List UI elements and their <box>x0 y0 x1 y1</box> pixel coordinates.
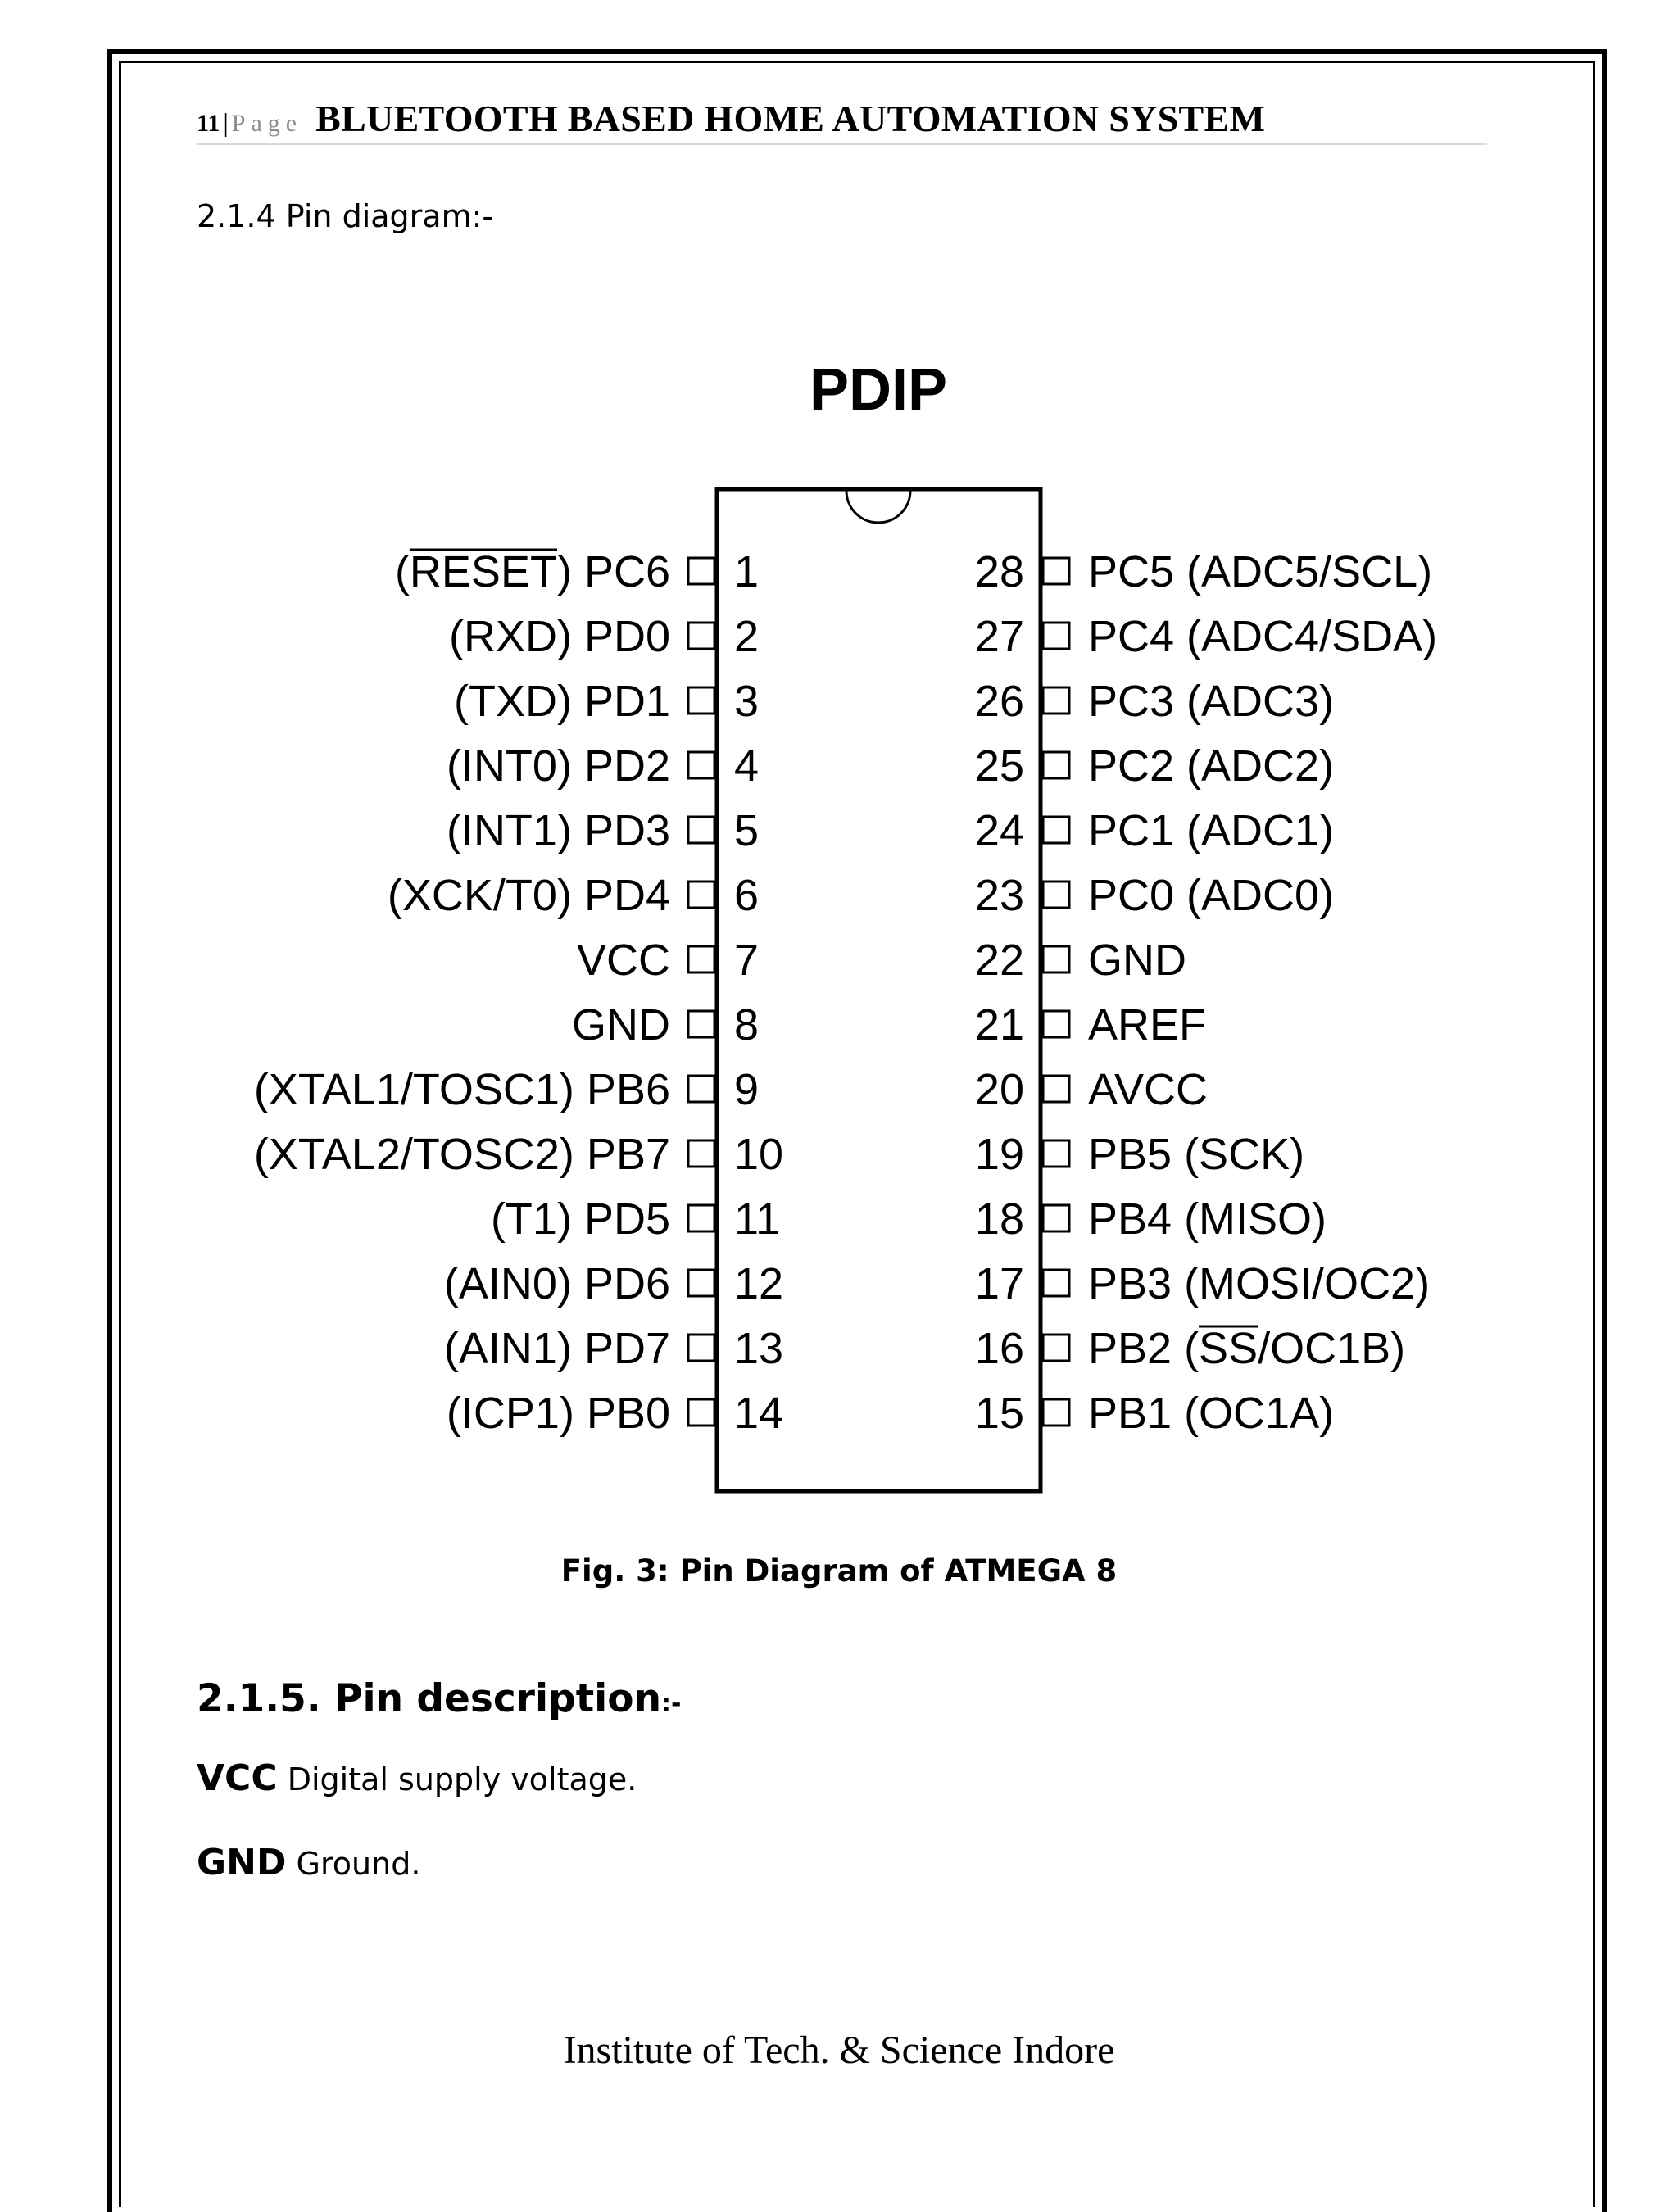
pin-pad-right <box>1043 946 1069 972</box>
pin-pad-left <box>688 623 714 649</box>
pin-label-left: (XTAL1/TOSC1) PB6 <box>253 1065 670 1114</box>
pin-label-left: (RESET) PC6 <box>394 547 670 596</box>
pin-pad-right <box>1043 1205 1069 1231</box>
pin-pad-right <box>1043 558 1069 584</box>
pin-pad-right <box>1043 1140 1069 1167</box>
pin-label-left: GND <box>572 1000 670 1049</box>
pin-number-right: 28 <box>974 547 1024 596</box>
pin-pad-right <box>1043 1399 1069 1426</box>
pin-label-right: PC4 (ADC4/SDA) <box>1088 612 1438 661</box>
pin-number-left: 5 <box>734 806 760 855</box>
pin-label-right: AREF <box>1088 1000 1207 1049</box>
pin-label-left: (AIN0) PD6 <box>443 1259 670 1308</box>
section-heading-pin-diagram: 2.1.4 Pin diagram:- <box>197 198 494 234</box>
pin-label-right: PB1 (OC1A) <box>1088 1389 1335 1438</box>
pin-number-right: 24 <box>974 806 1024 855</box>
pin-number-left: 3 <box>734 677 760 726</box>
pin-number-left: 1 <box>734 547 760 596</box>
pin-number-left: 9 <box>734 1065 760 1114</box>
pin-pad-left <box>688 752 714 778</box>
page-number: 11 <box>197 110 220 137</box>
pin-number-left: 4 <box>734 741 760 791</box>
pin-label-right: PB4 (MISO) <box>1088 1194 1327 1244</box>
pin-number-left: 12 <box>734 1259 784 1308</box>
pin-pad-right <box>1043 623 1069 649</box>
pin-pad-left <box>688 1399 714 1426</box>
description-text: Digital supply voltage. <box>277 1761 637 1797</box>
pin-label-right: PC1 (ADC1) <box>1088 806 1335 855</box>
pin-label-left: (ICP1) PB0 <box>446 1389 670 1438</box>
pin-label-right: PC5 (ADC5/SCL) <box>1088 547 1433 596</box>
package-label: PDIP <box>809 357 948 423</box>
pin-pad-right <box>1043 882 1069 908</box>
pin-number-left: 14 <box>734 1389 784 1438</box>
pin-number-right: 22 <box>974 936 1024 985</box>
pin-number-right: 19 <box>974 1130 1024 1179</box>
description-text: Ground. <box>286 1846 421 1882</box>
pin-number-right: 26 <box>974 677 1024 726</box>
pin-label-right: PB5 (SCK) <box>1088 1130 1305 1179</box>
pin-pad-left <box>688 1011 714 1037</box>
pin-number-right: 25 <box>974 741 1024 791</box>
pin-pad-left <box>688 946 714 972</box>
description-term: GND <box>197 1842 287 1883</box>
pin-number-right: 23 <box>974 871 1024 920</box>
pin-number-left: 11 <box>734 1194 781 1244</box>
pin-number-right: 16 <box>974 1324 1024 1373</box>
pin-label-left: (AIN1) PD7 <box>443 1324 670 1373</box>
pin-pad-right <box>1043 1335 1069 1361</box>
pin-pad-right <box>1043 1270 1069 1296</box>
pin-pad-right <box>1043 1011 1069 1037</box>
document-title: BLUETOOTH BASED HOME AUTOMATION SYSTEM <box>315 97 1266 139</box>
page-footer: Institute of Tech. & Science Indore <box>563 2028 1115 2072</box>
pin-number-right: 21 <box>974 1000 1024 1049</box>
pin-label-right: PB2 (SS/OC1B) <box>1088 1324 1406 1373</box>
pin-label-right: PC2 (ADC2) <box>1088 741 1335 791</box>
description-term: VCC <box>197 1757 278 1799</box>
pin-description-heading <box>197 1676 681 1721</box>
pin-description-suffix: :- <box>661 1689 682 1718</box>
pin-label-right: GND <box>1088 936 1186 985</box>
pin-label-right: AVCC <box>1088 1065 1209 1114</box>
pin-number-right: 17 <box>974 1259 1024 1308</box>
pin-number-left: 8 <box>734 1000 760 1049</box>
pin-label-left: (XCK/T0) PD4 <box>387 871 670 920</box>
pin-description-title: 2.1.5. Pin description <box>197 1676 662 1721</box>
pin-number-left: 2 <box>734 612 760 661</box>
pin-pad-right <box>1043 817 1069 843</box>
pin-label-left: (INT1) PD3 <box>446 806 670 855</box>
pin-label-left: VCC <box>576 936 670 985</box>
pin-number-left: 7 <box>734 936 760 985</box>
pin-label-left: (XTAL2/TOSC2) PB7 <box>253 1130 670 1179</box>
page-separator: | <box>223 107 229 137</box>
pin-number-left: 10 <box>734 1130 784 1179</box>
pin-number-right: 15 <box>974 1389 1024 1438</box>
pin-label-left: (T1) PD5 <box>490 1194 670 1244</box>
pin-pad-left <box>688 1140 714 1167</box>
pin-pad-left <box>688 1335 714 1361</box>
pin-pad-left <box>688 882 714 908</box>
pin-label-right: PC0 (ADC0) <box>1088 871 1335 920</box>
pin-label-left: (INT0) PD2 <box>446 741 670 791</box>
pin-pad-left <box>688 1076 714 1102</box>
pin-pad-right <box>1043 1076 1069 1102</box>
page-word: Page <box>231 110 303 137</box>
pin-label-right: PB3 (MOSI/OC2) <box>1088 1259 1431 1308</box>
pin-pad-left <box>688 1205 714 1231</box>
figure-caption: Fig. 3: Pin Diagram of ATMEGA 8 <box>560 1553 1118 1589</box>
pin-label-left: (TXD) PD1 <box>453 677 670 726</box>
pin-label-left: (RXD) PD0 <box>448 612 670 661</box>
pin-pad-left <box>688 817 714 843</box>
pin-pad-right <box>1043 687 1069 714</box>
pin-pad-left <box>688 558 714 584</box>
description-item-vcc <box>197 1757 637 1799</box>
pin-number-right: 18 <box>974 1194 1024 1244</box>
pin-label-right: PC3 (ADC3) <box>1088 677 1335 726</box>
pin-pad-left <box>688 687 714 714</box>
pin-pad-left <box>688 1270 714 1296</box>
pin-number-left: 13 <box>734 1324 784 1373</box>
pin-number-left: 6 <box>734 871 760 920</box>
description-item-gnd <box>197 1842 420 1883</box>
pin-pad-right <box>1043 752 1069 778</box>
pin-number-right: 27 <box>974 612 1024 661</box>
pin-number-right: 20 <box>974 1065 1024 1114</box>
